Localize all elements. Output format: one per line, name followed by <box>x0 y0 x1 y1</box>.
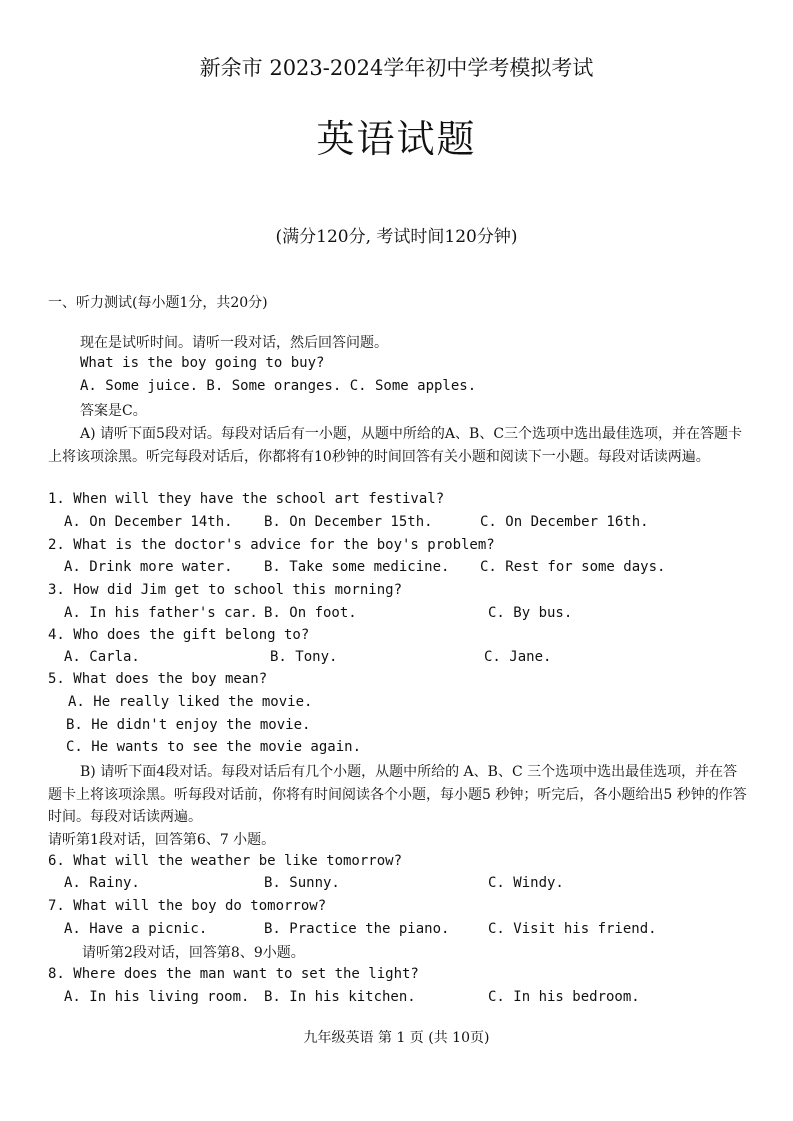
question-7: 7. What will the boy do tomorrow? <box>48 898 327 914</box>
q6-option-a: A. Rainy. <box>64 875 140 891</box>
question-6: 6. What will the weather be like tomorrow? <box>48 853 403 869</box>
q3-option-a: A. In his father's car. <box>64 605 258 621</box>
q3-option-b: B. On foot. <box>264 605 357 621</box>
part-b-instructions: B) 请听下面4段对话。每段对话后有几个小题，从题中所给的 A、B、C 三个选项中选出最佳选项，并在答题卡上将该项涂黑。听每段对话前，你将有时间阅读各个小题，每小题5 秒钟；听完后，各小题给出5 秒钟的作答时间。每段对话读两遍。 <box>48 764 747 825</box>
practice-options: A. Some juice. B. Some oranges. C. Some apples. <box>80 378 477 394</box>
question-5: 5. What does the boy mean? <box>48 671 268 687</box>
section-heading: 一、听力测试(每小题1分，共20分) <box>48 295 268 311</box>
q7-option-a: A. Have a picnic. <box>64 921 208 937</box>
exam-header: 新余市 2023-2024学年初中学考模拟考试 <box>199 56 594 80</box>
q8-option-c: C. In his bedroom. <box>488 989 640 1005</box>
q1-option-b: B. On December 15th. <box>264 514 433 530</box>
q1-option-c: C. On December 16th. <box>480 514 649 530</box>
q6-option-c: C. Windy. <box>488 875 564 891</box>
q8-option-a: A. In his living room. <box>64 989 250 1005</box>
page-title: 英语试题 <box>316 117 477 161</box>
q1-option-a: A. On December 14th. <box>64 514 233 530</box>
question-4: 4. Who does the gift belong to? <box>48 627 310 643</box>
q5-option-b: B. He didn't enjoy the movie. <box>66 717 311 733</box>
q4-option-a: A. Carla. <box>64 649 140 665</box>
dialog-2-note: 请听第2段对话，回答第8、9小题。 <box>82 945 305 961</box>
part-a-instructions: A) 请听下面5段对话。每段对话后有一小题，从题中所给的A、B、C三个选项中选出最佳选项，并在答题卡上将该项涂黑。听完每段对话后，你都将有10秒钟的时间回答有关小题和阅读下一小题。每段对话读两遍。 <box>48 426 743 465</box>
page-footer: 九年级英语 第 1 页 (共 10页) <box>303 1030 490 1046</box>
question-3: 3. How did Jim get to school this morning? <box>48 582 403 598</box>
q6-option-b: B. Sunny. <box>264 875 340 891</box>
practice-answer: 答案是C。 <box>80 403 147 419</box>
q5-option-c: C. He wants to see the movie again. <box>66 739 362 755</box>
question-1: 1. When will they have the school art festival? <box>48 491 445 507</box>
q4-option-b: B. Tony. <box>270 649 338 665</box>
score-time-note: (满分120分, 考试时间120分钟) <box>275 227 518 247</box>
q2-option-b: B. Take some medicine. <box>264 559 450 575</box>
q5-option-a: A. He really liked the movie. <box>68 694 313 710</box>
question-2: 2. What is the doctor's advice for the boy's problem? <box>48 537 495 553</box>
practice-question: What is the boy going to buy? <box>80 355 325 371</box>
q8-option-b: B. In his kitchen. <box>264 989 416 1005</box>
q2-option-c: C. Rest for some days. <box>480 559 666 575</box>
question-8: 8. Where does the man want to set the light? <box>48 966 419 982</box>
q4-option-c: C. Jane. <box>484 649 552 665</box>
q7-option-c: C. Visit his friend. <box>488 921 657 937</box>
dialog-1-note: 请听第1段对话，回答第6、7 小题。 <box>48 832 276 848</box>
q3-option-c: C. By bus. <box>488 605 573 621</box>
practice-intro: 现在是试听时间。请听一段对话，然后回答问题。 <box>80 335 388 351</box>
q7-option-b: B. Practice the piano. <box>264 921 450 937</box>
q2-option-a: A. Drink more water. <box>64 559 233 575</box>
